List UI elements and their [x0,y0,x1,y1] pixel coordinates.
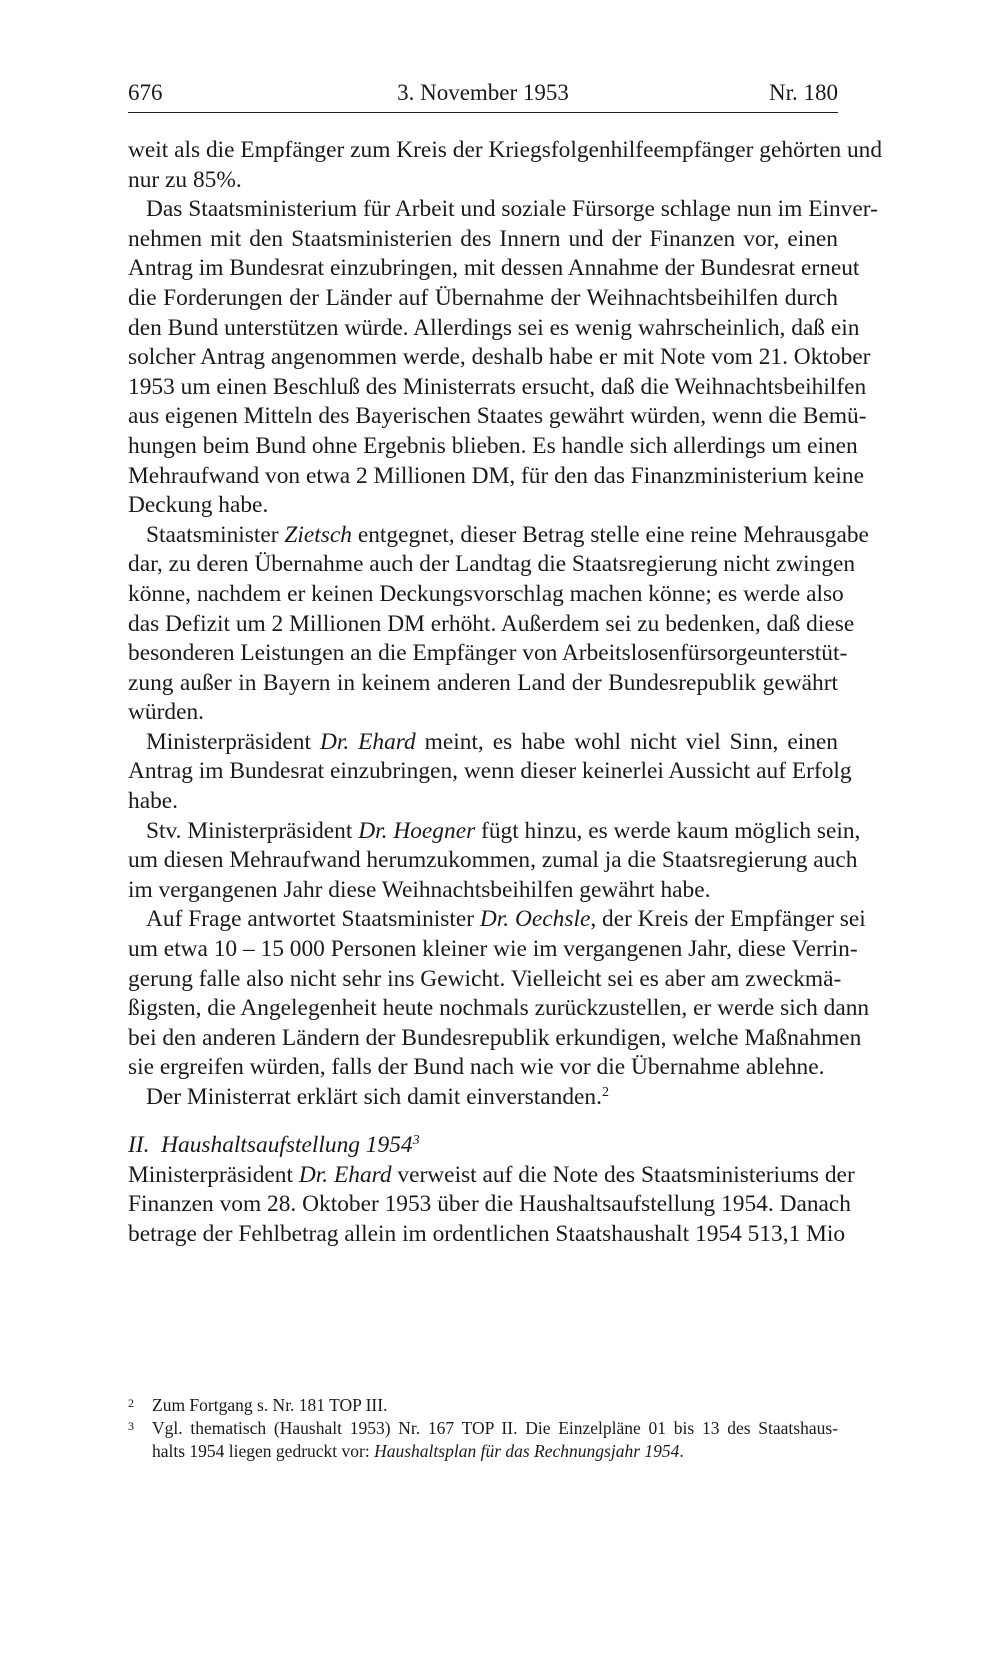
paragraph [128,1083,838,1113]
text-span: fügt hinzu, es werde kaum möglich sein, [475,817,861,844]
text-line [128,669,838,699]
footnote-reference[interactable]: 3 [412,1132,420,1148]
text-span: nur zu 85%. [128,166,242,193]
running-header [128,80,838,113]
text-line [128,402,867,432]
text-span: besonderen Leistungen an die Empfänger von Arbeitslosenfürsorgeunterstüt- [128,640,848,667]
footnote-text-line: Vgl. thematisch (Haushalt 1953) Nr. 167 TOP II. Die Einzelpläne 01 bis 13 des Staatshaus- [152,1418,838,1438]
text-span: meint, es habe wohl nicht viel Sinn, einen [415,728,838,755]
text-span: Ministerpräsident [146,728,320,755]
text-span: entgegnet, dieser Betrag stelle eine reine Mehrausgabe [351,521,869,548]
text-line [128,314,860,344]
text-span: dar, zu deren Übernahme auch der Landtag die Staatsregierung nicht zwingen [128,551,856,578]
page-number: 676 [128,80,163,105]
text-span: im vergangenen Jahr diese Weihnachtsbeihilfen gewährt habe. [128,876,711,903]
text-span: gerung falle also nicht sehr ins Gewicht. Vielleicht sei es aber am zweckmä- [128,965,842,992]
text-line [128,521,869,551]
section-title: Haushaltsaufstellung 1954 [161,1131,413,1158]
text-line [128,432,858,462]
text-line [128,1161,855,1191]
text-span: würden. [128,699,204,726]
text-line [128,491,838,521]
text-line [128,462,864,492]
cited-title: Haushaltsplan für das Rechnungsjahr 1954 [374,1441,680,1461]
text-line [128,1190,851,1220]
text-span: Finanzen vom 28. Oktober 1953 über die Haushaltsaufstellung 1954. Danach [128,1191,851,1218]
text-line [128,373,867,403]
text-span: um diesen Mehraufwand herumzukommen, zumal ja die Staatsregierung auch [128,847,858,874]
text-line [128,757,852,787]
paragraph [128,905,870,1083]
text-line [128,728,838,758]
text-span: Ministerpräsident [128,1161,299,1188]
speaker-name: Dr. Hoegner [358,817,476,844]
section-paragraph [128,1161,855,1250]
text-line [128,1024,862,1054]
text-line [128,1053,838,1083]
text-span: habe. [128,788,179,815]
text-line [128,698,838,728]
text-line [128,1220,846,1250]
text-line [128,254,860,284]
text-line [128,965,842,995]
text-span: ßigsten, die Angelegenheit heute nochmals zurückzustellen, er werde sich dann [128,995,870,1022]
text-line [128,787,838,817]
footnote-text: Zum Fortgang s. Nr. 181 TOP III. [152,1395,388,1415]
footnote-3 [128,1417,838,1463]
text-line [128,284,838,314]
section-gap [128,1113,838,1127]
text-line [128,550,856,580]
text-span: Mehraufwand von etwa 2 Millionen DM, für den das Finanzministerium keine [128,462,864,489]
document-number: Nr. 180 [769,80,838,105]
paragraph [128,817,861,906]
text-span: 1953 um einen Beschluß des Ministerrats ersucht, daß die Weihnachtsbeihilfen [128,373,867,400]
text-line [128,166,838,196]
section-number: II. [128,1131,162,1158]
text-span: nehmen mit den Staatsministerien des Innern und der Finanzen vor, einen [128,225,838,252]
paragraph [128,136,883,195]
text-span: Das Staatsministerium für Arbeit und soziale Fürsorge schlage nun im Einver- [146,196,878,223]
text-span: den Bund unterstützen würde. Allerdings sei es wenig wahrscheinlich, daß ein [128,314,860,341]
speaker-name: Dr. Ehard [298,1161,392,1188]
text-line [128,225,838,255]
paragraph [128,195,878,521]
text-line [128,935,858,965]
text-span: betrage der Fehlbetrag allein im ordentlichen Staatshaushalt 1954 513,1 Mio [128,1220,846,1247]
text-line [128,195,878,225]
footnote-number: 3 [128,1419,134,1433]
text-span: weit als die Empfänger zum Kreis der Kriegsfolgenhilfeempfänger gehörten und [128,137,883,163]
footnote-number: 2 [128,1396,134,1410]
footnote-reference[interactable]: 2 [601,1085,609,1100]
text-line [128,846,858,876]
text-span: die Forderungen der Länder auf Übernahme der Weihnachtsbeihilfen durch [128,284,838,311]
text-span: Stv. Ministerpräsident [146,817,359,844]
text-span: solcher Antrag angenommen werde, deshalb habe er mit Note vom 21. Oktober [128,344,871,371]
text-span: Deckung habe. [128,492,269,519]
text-line [128,905,866,935]
speaker-name: Zietsch [284,521,352,548]
text-span: Der Ministerrat erklärt sich damit einverstanden. [146,1084,602,1110]
text-line [128,1083,838,1113]
text-span: sie ergreifen würden, falls der Bund nach wie vor die Übernahme ablehne. [128,1054,825,1081]
text-span: könne, nachdem er keinen Deckungsvorschlag machen könne; es werde also [128,580,844,607]
paragraph [128,521,869,728]
footnote-text: . [679,1441,684,1461]
text-line [128,817,861,847]
text-span: hungen beim Bund ohne Ergebnis blieben. Es handle sich allerdings um einen [128,432,858,459]
text-span: Antrag im Bundesrat einzubringen, wenn dieser keinerlei Aussicht auf Erfolg [128,758,852,785]
text-line [128,610,855,640]
section-heading [128,1127,838,1161]
header-date: 3. November 1953 [397,80,569,105]
text-line [128,876,838,906]
text-span: das Defizit um 2 Millionen DM erhöht. Außerdem sei zu bedenken, daß diese [128,610,855,637]
footnotes [128,1394,838,1463]
text-line [128,580,844,610]
text-line [128,994,870,1024]
footnote-text-line [152,1440,838,1463]
footnote-2 [128,1394,838,1417]
text-line [128,343,871,373]
speaker-name: Dr. Oechsle [479,906,591,933]
text-span: aus eigenen Mitteln des Bayerischen Staates gewährt würden, wenn die Bemü- [128,403,867,430]
text-span: zung außer in Bayern in keinem anderen Land der Bundesrepublik gewährt [128,669,838,696]
footnote-text: halts 1954 liegen gedruckt vor: [152,1441,375,1461]
text-span: , der Kreis der Empfänger sei [590,906,866,933]
text-span: Auf Frage antwortet Staatsminister [146,906,480,933]
text-span: um etwa 10 – 15 000 Personen kleiner wie im vergangenen Jahr, diese Verrin- [128,936,858,963]
body-text [128,136,883,1249]
text-span: bei den anderen Ländern der Bundesrepublik erkundigen, welche Maßnahmen [128,1024,862,1051]
paragraph [128,728,852,817]
text-span: verweist auf die Note des Staatsministeriums der [391,1161,855,1188]
text-span: Staatsminister [146,521,285,548]
text-span: Antrag im Bundesrat einzubringen, mit dessen Annahme der Bundesrat erneut [128,255,860,282]
text-line [128,639,848,669]
speaker-name: Dr. Ehard [319,728,416,755]
text-line [128,136,883,166]
